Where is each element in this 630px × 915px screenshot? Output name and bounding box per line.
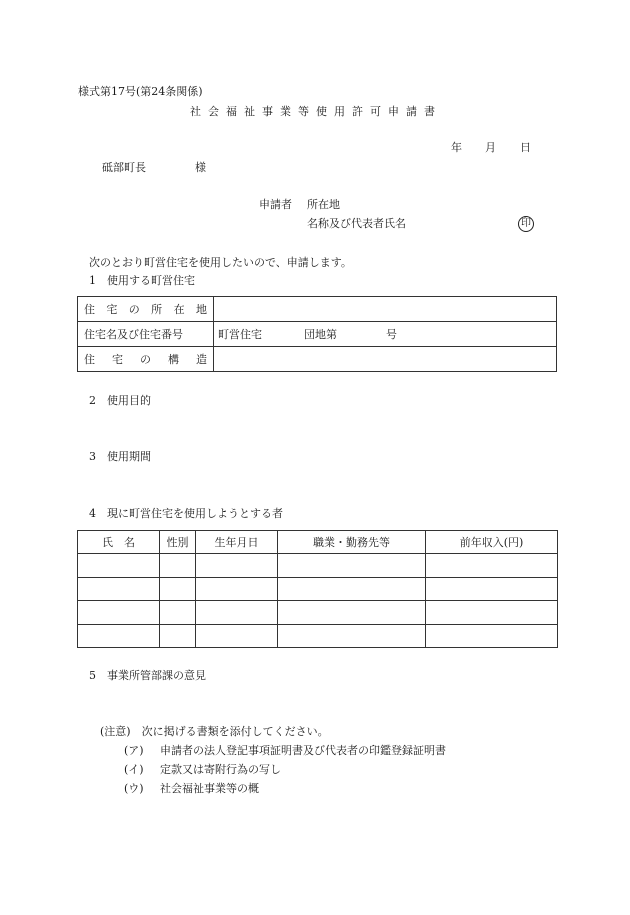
applicant-label: 申請者	[259, 198, 292, 211]
label-char: 造	[196, 352, 207, 366]
cell-name[interactable]	[78, 577, 160, 601]
table-header-row	[78, 531, 558, 554]
note-item-c-mark: (ウ)	[124, 782, 144, 795]
column-header-birthdate: 生年月日	[196, 531, 278, 554]
label-char: 在	[173, 302, 185, 316]
label-char: 宅	[106, 302, 118, 316]
note-item-a-mark: (ア)	[124, 744, 144, 757]
form-number: 様式第17号(第24条関係)	[78, 85, 203, 98]
cell-income[interactable]	[426, 554, 558, 578]
label-char: 所	[151, 302, 163, 316]
cell-occupation[interactable]	[278, 554, 426, 578]
page-title: 社会福祉事業等使用許可申請書	[190, 105, 442, 118]
label-char: 住	[84, 302, 95, 316]
date-day-label: 日	[520, 141, 531, 154]
date-month-label: 月	[485, 141, 496, 154]
housing-name-prefix: 町営住宅	[218, 327, 262, 341]
housing-name-number-label	[78, 322, 214, 347]
note-item-c-text: 社会福祉事業等の概	[160, 782, 259, 795]
section-2-heading: 2 使用目的	[89, 394, 151, 407]
table-row	[78, 322, 557, 347]
applicant-address-label: 所在地	[307, 198, 340, 211]
housing-number-suffix: 号	[386, 327, 397, 341]
applicant-name-label: 名称及び代表者氏名	[307, 217, 406, 230]
cell-income[interactable]	[426, 601, 558, 625]
note-item-b-text: 定款又は寄附行為の写し	[160, 763, 281, 776]
table-row	[78, 601, 558, 625]
cell-name[interactable]	[78, 624, 160, 648]
cell-gender[interactable]	[160, 577, 196, 601]
cell-name[interactable]	[78, 554, 160, 578]
label-char: 宅	[112, 352, 123, 366]
housing-location-label	[78, 297, 214, 322]
table-row	[78, 624, 558, 648]
label-char: の	[140, 352, 151, 366]
section-1-heading: 1 使用する町営住宅	[89, 274, 195, 287]
cell-occupation[interactable]	[278, 601, 426, 625]
cell-gender[interactable]	[160, 601, 196, 625]
intro-text: 次のとおり町営住宅を使用したいので、申請します。	[89, 256, 352, 269]
section-5-heading: 5 事業所管部課の意見	[89, 669, 206, 682]
section-3-heading: 3 使用期間	[89, 450, 151, 463]
table-row	[78, 577, 558, 601]
housing-location-value[interactable]	[214, 297, 557, 322]
note-item-b-mark: (イ)	[124, 763, 144, 776]
column-header-gender: 性別	[160, 531, 196, 554]
cell-income[interactable]	[426, 624, 558, 648]
section-4-heading: 4 現に町営住宅を使用しようとする者	[89, 507, 283, 520]
column-header-name: 氏 名	[78, 531, 160, 554]
label-char: 地	[195, 302, 207, 316]
occupants-table	[77, 530, 558, 648]
addressee-name: 砥部町長	[102, 161, 146, 174]
label-char: 住	[84, 352, 95, 366]
cell-birthdate[interactable]	[196, 577, 278, 601]
notes-heading: (注意) 次に掲げる書類を添付してください。	[100, 725, 329, 738]
cell-name[interactable]	[78, 601, 160, 625]
column-header-occupation: 職業・勤務先等	[278, 531, 426, 554]
cell-birthdate[interactable]	[196, 624, 278, 648]
addressee-honorific: 様	[195, 161, 206, 174]
date-year-label: 年	[451, 141, 462, 154]
housing-danchi-label: 団地第	[304, 327, 337, 341]
cell-gender[interactable]	[160, 554, 196, 578]
note-item-a-text: 申請者の法人登記事項証明書及び代表者の印鑑登録証明書	[160, 744, 446, 757]
housing-structure-label	[78, 347, 214, 372]
cell-gender[interactable]	[160, 624, 196, 648]
cell-occupation[interactable]	[278, 624, 426, 648]
cell-income[interactable]	[426, 577, 558, 601]
table-row	[78, 297, 557, 322]
housing-name-number-value[interactable]	[214, 322, 557, 347]
cell-birthdate[interactable]	[196, 601, 278, 625]
cell-birthdate[interactable]	[196, 554, 278, 578]
cell-occupation[interactable]	[278, 577, 426, 601]
table-row	[78, 554, 558, 578]
housing-structure-value[interactable]	[214, 347, 557, 372]
housing-table	[77, 296, 557, 372]
label-char: 構	[168, 352, 179, 366]
table-row	[78, 347, 557, 372]
seal-mark: 印	[518, 216, 534, 232]
label-char: の	[128, 302, 140, 316]
column-header-income: 前年収入(円)	[426, 531, 558, 554]
housing-name-number-label-text: 住宅名及び住宅番号	[84, 327, 183, 341]
